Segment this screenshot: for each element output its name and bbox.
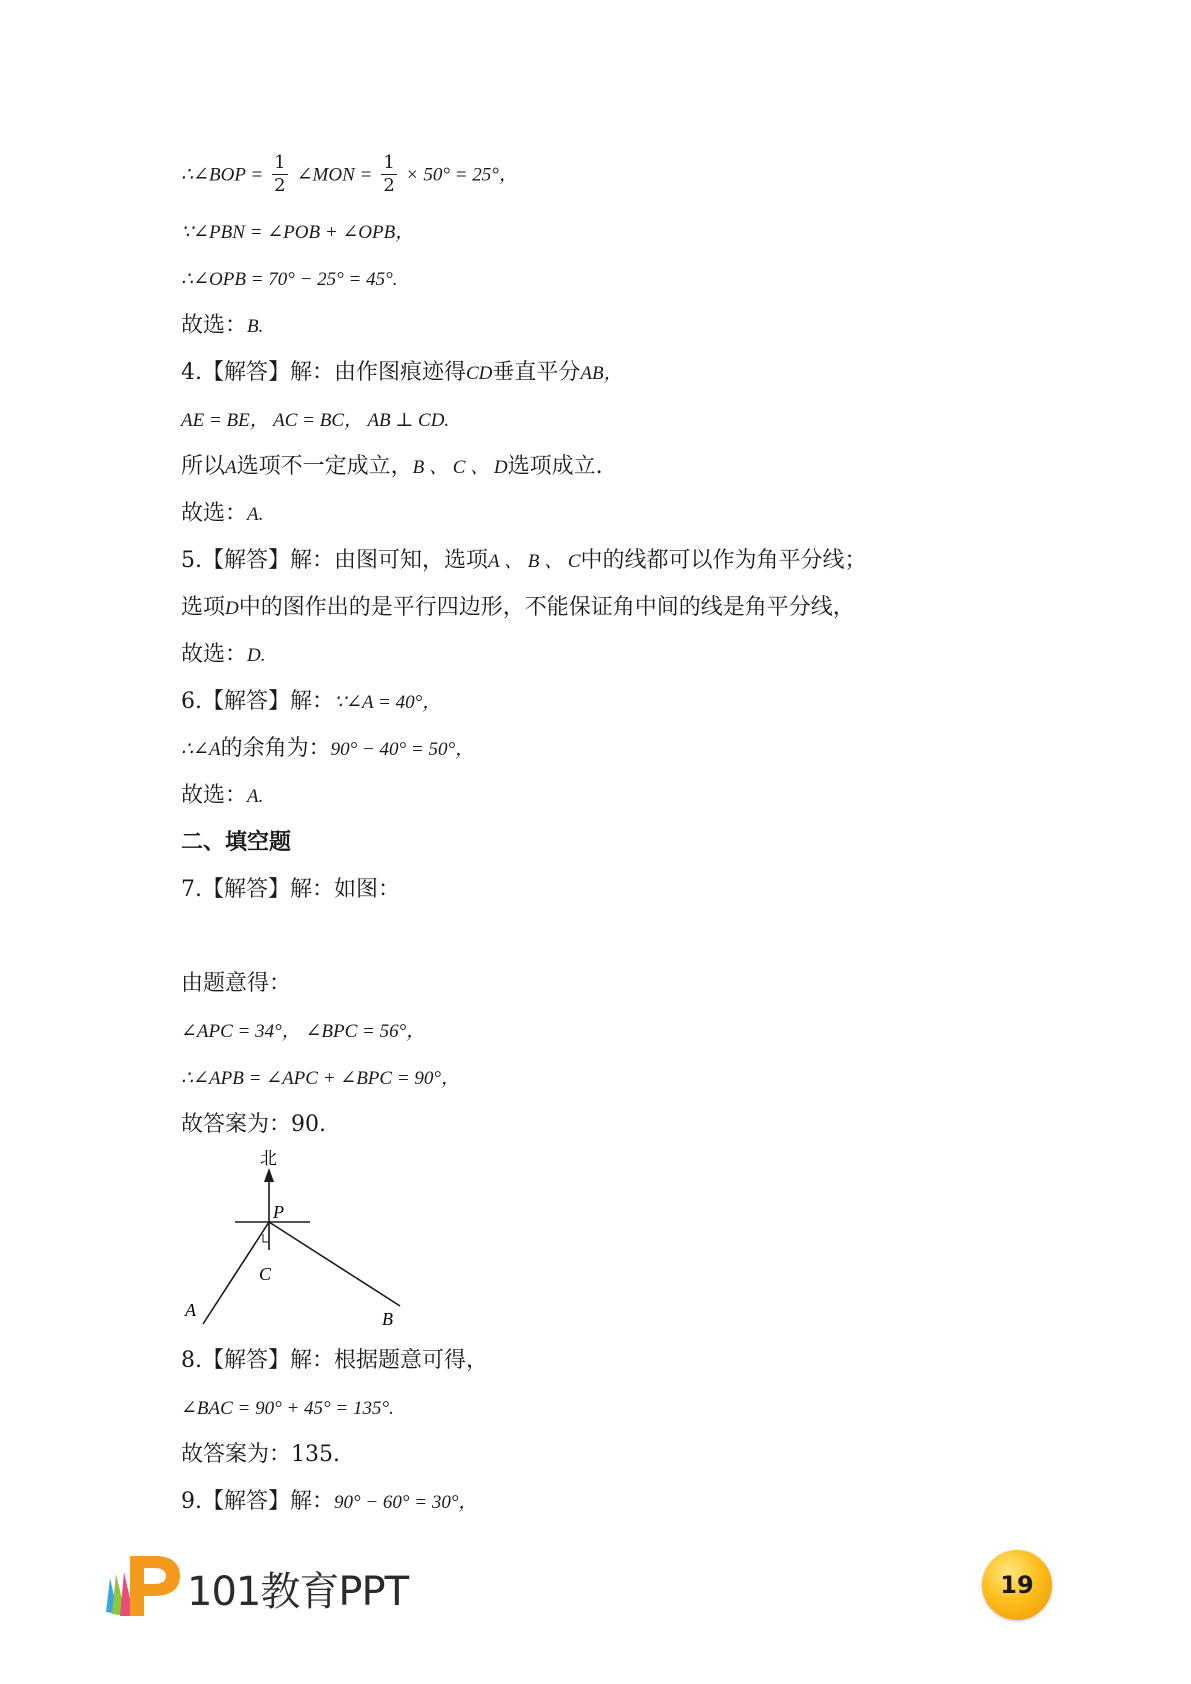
angle-mark bbox=[263, 1234, 269, 1242]
eq-1-post: × 50° = 25°， bbox=[405, 164, 518, 186]
solution-7-intro: 由题意得： bbox=[181, 971, 292, 996]
solution-5-cont: 选项D中的图作出的是平行四边形，不能保证角中间的线是角平分线， bbox=[181, 595, 855, 620]
answer-line-8: 故答案为：135. bbox=[181, 1442, 340, 1467]
solution-5: 5.【解答】解：由图可知，选项A 、 B 、 C中的线都可以作为角平分线； bbox=[181, 548, 867, 573]
solution-6-cont: ∴∠A的余角为：90° − 40° = 50°， bbox=[181, 736, 475, 761]
brand-name: 101教育PPT bbox=[187, 1569, 409, 1615]
eq-line-7b: ∴∠APB = ∠APC + ∠BPC = 90°， bbox=[181, 1068, 460, 1089]
page-number: 19 bbox=[1000, 1571, 1034, 1599]
eq-1-mid: ∠MON = bbox=[296, 164, 373, 186]
answer-line-3: 故选：B. bbox=[181, 313, 264, 338]
north-label: 北 bbox=[260, 1150, 277, 1169]
brand-logo-icon bbox=[100, 1548, 180, 1620]
solution-8: 8.【解答】解：根据题意可得， bbox=[181, 1348, 488, 1373]
section-heading: 二、填空题 bbox=[181, 830, 292, 855]
eq-line-7a: ∠APC = 34°， ∠BPC = 56°， bbox=[181, 1021, 426, 1042]
solution-7: 7.【解答】解：如图： bbox=[181, 877, 400, 902]
ray-pb bbox=[269, 1222, 400, 1306]
answer-line-7: 故答案为：90. bbox=[181, 1112, 326, 1137]
eq-line-2: ∵∠PBN = ∠POB + ∠OPB， bbox=[181, 222, 415, 243]
eq-1-pre: ∴∠BOP = bbox=[181, 164, 264, 186]
solution-9: 9.【解答】解：90° − 60° = 30°， bbox=[181, 1489, 478, 1514]
answer-line-4: 故选：A. bbox=[181, 501, 264, 526]
answer-line-6: 故选：A. bbox=[181, 783, 264, 808]
answer-line-5: 故选：D. bbox=[181, 642, 266, 667]
north-arrow-icon bbox=[264, 1168, 274, 1182]
label-a: A bbox=[185, 1300, 196, 1320]
eq-line-4: AE = BE， AC = BC， AB ⊥ CD. bbox=[181, 410, 450, 431]
label-b: B bbox=[382, 1309, 393, 1329]
fraction-half-1: $\frac{1}{2}$ bbox=[274, 152, 286, 196]
bearing-diagram bbox=[175, 1150, 435, 1330]
label-c: C bbox=[259, 1264, 272, 1284]
eq-line-8: ∠BAC = 90° + 45° = 135°. bbox=[181, 1398, 394, 1419]
eq-line-1 bbox=[181, 152, 518, 197]
solution-6: 6.【解答】解：∵∠A = 40°， bbox=[181, 689, 442, 714]
eq-line-3: ∴∠OPB = 70° − 25° = 45°. bbox=[181, 269, 398, 290]
label-p: P bbox=[273, 1202, 284, 1222]
solution-4: 4.【解答】解：由作图痕迹得CD垂直平分AB， bbox=[181, 360, 623, 385]
solution-4-conclusion: 所以A选项不一定成立，B 、 C 、 D选项成立. bbox=[181, 454, 603, 479]
fraction-half-2: $\frac{1}{2}$ bbox=[383, 152, 395, 196]
